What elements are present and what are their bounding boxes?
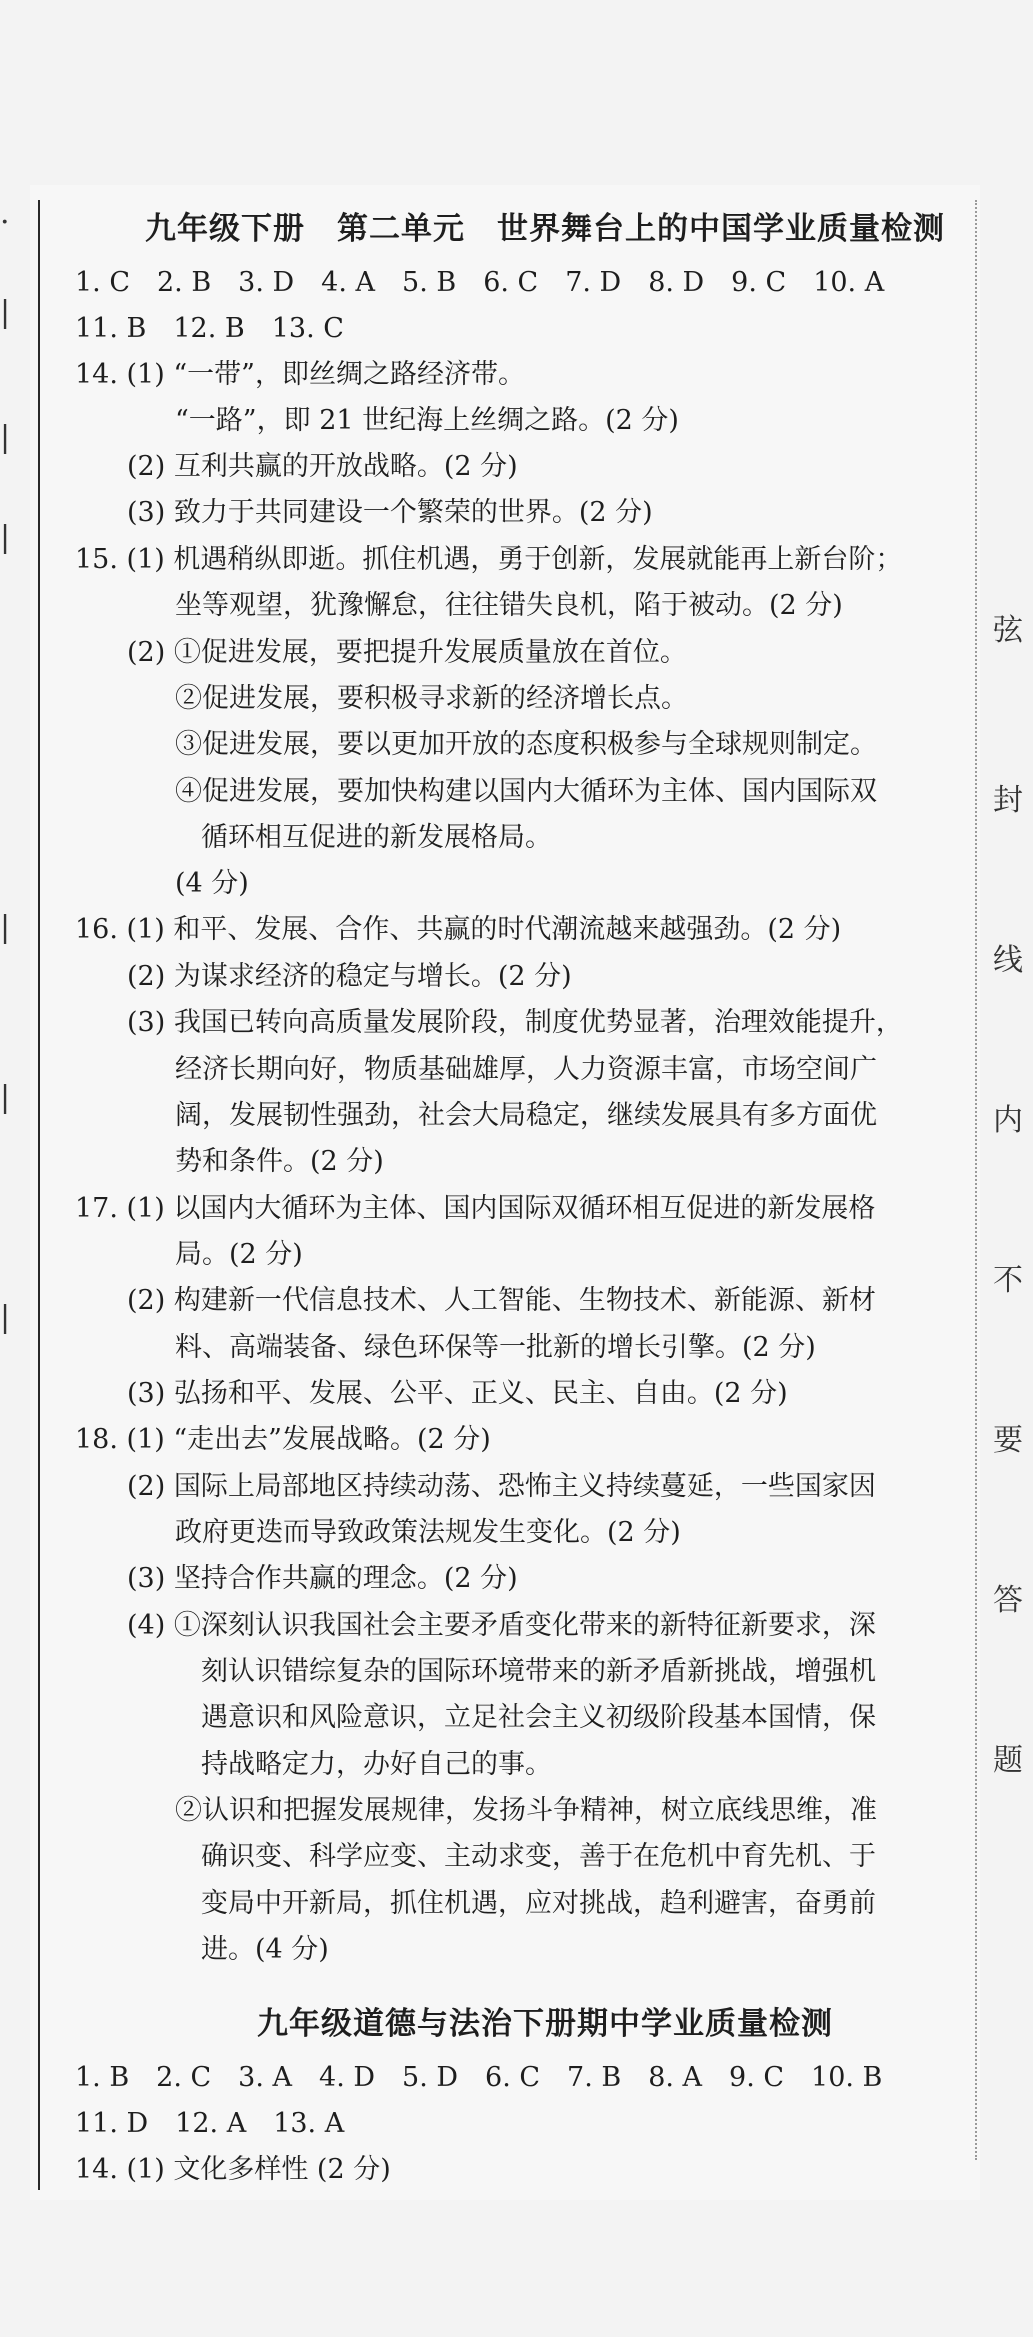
answer-line: (2) 互利共赢的开放战略。(2 分) [127, 451, 518, 482]
answer-line: 政府更迭而导致政策法规发生变化。(2 分) [175, 1517, 681, 1548]
answer-line: 14. (1) “一带”，即丝绸之路经济带。 [75, 359, 525, 390]
section-title: 九年级道德与法治下册期中学业质量检测 [257, 2006, 833, 2042]
answer-row: 11. B 12. B 13. C [75, 313, 344, 344]
answer-line: ②促进发展，要积极寻求新的经济增长点。 [175, 683, 688, 714]
left-margin-fragment: | [0, 1080, 11, 1115]
seal-char: 内 [993, 1103, 1023, 1138]
answer-line: (4 分) [175, 868, 249, 899]
seal-char: 封 [993, 783, 1023, 818]
answer-line: 遇意识和风险意识，立足社会主义初级阶段基本国情，保 [201, 1702, 876, 1733]
left-margin-fragment: | [0, 420, 11, 455]
answer-line: (2) 为谋求经济的稳定与增长。(2 分) [127, 961, 572, 992]
section-title: 九年级下册 第二单元 世界舞台上的中国学业质量检测 [145, 211, 945, 247]
answer-line: 持战略定力，办好自己的事。 [201, 1749, 552, 1780]
seal-char: 不 [993, 1263, 1023, 1298]
answer-line: 料、高端装备、绿色环保等一批新的增长引擎。(2 分) [175, 1332, 816, 1363]
answer-row: 1. B 2. C 3. A 4. D 5. D 6. C 7. B 8. A 9. C 10. B [75, 2062, 883, 2093]
answer-line: ④促进发展，要加快构建以国内大循环为主体、国内国际双 [175, 776, 877, 807]
seal-char: 弦 [993, 613, 1023, 648]
answer-line: 15. (1) 机遇稍纵即逝。抓住机遇，勇于创新，发展就能再上新台阶； [75, 544, 903, 575]
answer-line: 势和条件。(2 分) [175, 1146, 384, 1177]
left-margin-fragment: | [0, 910, 11, 945]
answer-line: 18. (1) “走出去”发展战略。(2 分) [75, 1424, 491, 1455]
answer-line: 循环相互促进的新发展格局。 [201, 822, 552, 853]
answer-line: 14. (1) 文化多样性 (2 分) [75, 2154, 391, 2185]
answer-row: 1. C 2. B 3. D 4. A 5. B 6. C 7. D 8. D 9. C 10. A [75, 267, 885, 298]
answer-line: (3) 我国已转向高质量发展阶段，制度优势显著，治理效能提升， [127, 1007, 903, 1038]
answer-line: 变局中开新局，抓住机遇，应对挑战，趋利避害，奋勇前 [201, 1888, 876, 1919]
answer-line: 局。(2 分) [175, 1239, 303, 1270]
seal-dotted-line [975, 200, 977, 2160]
answer-line: (3) 致力于共同建设一个繁荣的世界。(2 分) [127, 497, 653, 528]
answer-line: 坐等观望，犹豫懈怠，往往错失良机，陷于被动。(2 分) [175, 590, 843, 621]
answer-line: (3) 坚持合作共赢的理念。(2 分) [127, 1563, 518, 1594]
answer-line: 16. (1) 和平、发展、合作、共赢的时代潮流越来越强劲。(2 分) [75, 914, 842, 945]
seal-char: 要 [993, 1423, 1023, 1458]
answer-line: (3) 弘扬和平、发展、公平、正义、民主、自由。(2 分) [127, 1378, 788, 1409]
left-margin-fragment: · [0, 205, 10, 240]
answer-line: ②认识和把握发展规律，发扬斗争精神，树立底线思维，准 [175, 1795, 877, 1826]
left-margin-fragment: | [0, 1300, 11, 1335]
answer-line: 经济长期向好，物质基础雄厚，人力资源丰富，市场空间广 [175, 1054, 877, 1085]
answer-line: (2) 构建新一代信息技术、人工智能、生物技术、新能源、新材 [127, 1285, 876, 1316]
seal-char: 答 [993, 1583, 1023, 1618]
left-margin-fragment: | [0, 295, 11, 330]
answer-line: 阔，发展韧性强劲，社会大局稳定，继续发展具有多方面优 [175, 1100, 877, 1131]
binding-line [38, 200, 40, 2190]
answer-line: (2) ①促进发展，要把提升发展质量放在首位。 [127, 637, 687, 668]
answer-line: (4) ①深刻认识我国社会主要矛盾变化带来的新特征新要求，深 [127, 1610, 876, 1641]
answer-line: 17. (1) 以国内大循环为主体、国内国际双循环相互促进的新发展格 [75, 1193, 876, 1224]
answer-line: ③促进发展，要以更加开放的态度积极参与全球规则制定。 [175, 729, 877, 760]
answer-line: “一路”，即 21 世纪海上丝绸之路。(2 分) [175, 405, 679, 436]
answer-line: 进。(4 分) [201, 1934, 329, 1965]
seal-char: 题 [993, 1743, 1023, 1778]
answer-line: (2) 国际上局部地区持续动荡、恐怖主义持续蔓延，一些国家因 [127, 1471, 876, 1502]
answer-line: 刻认识错综复杂的国际环境带来的新矛盾新挑战，增强机 [201, 1656, 876, 1687]
seal-char: 线 [993, 943, 1023, 978]
answer-line: 确识变、科学应变、主动求变，善于在危机中育先机、于 [201, 1841, 876, 1872]
left-margin-fragment: | [0, 520, 11, 555]
answer-row: 11. D 12. A 13. A [75, 2108, 345, 2139]
